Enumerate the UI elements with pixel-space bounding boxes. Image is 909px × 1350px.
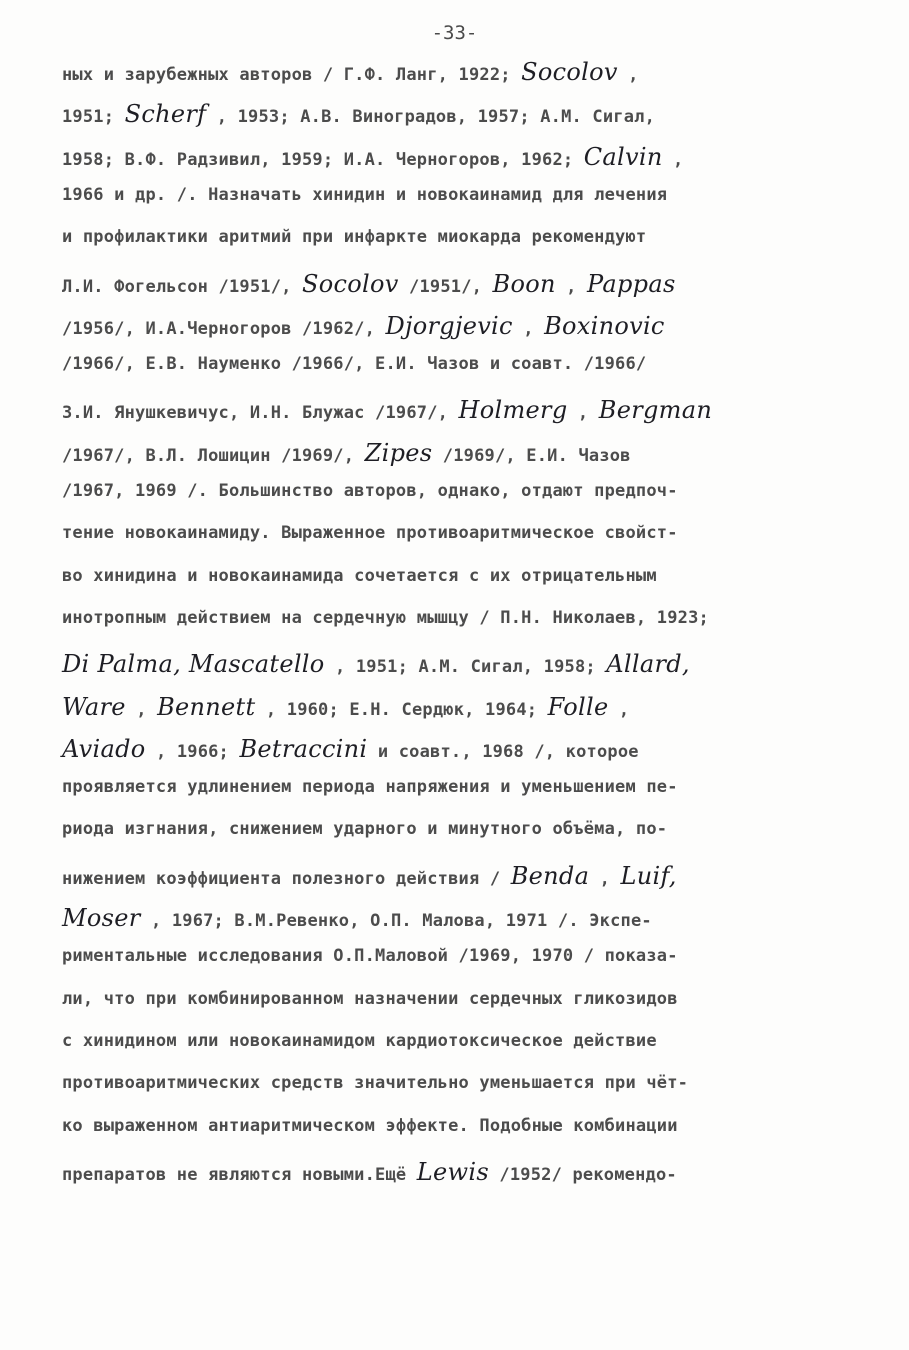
handwritten-author-name: Zipes	[364, 438, 433, 467]
text-line	[62, 989, 678, 1009]
text-line	[62, 354, 646, 374]
handwritten-author-name: Di Palma, Mascatello	[62, 650, 325, 679]
handwritten-author-name: Bennett	[157, 692, 256, 721]
typed-text: ли, что при комбинированном назначении сердечных гликозидов	[62, 988, 678, 1009]
handwritten-author-name: Socolov	[302, 269, 399, 298]
typed-text: Л.И. Фогельсон /1951/,	[62, 276, 303, 297]
typed-text: ,	[662, 149, 684, 170]
typed-text: /1952/ рекомендо-	[488, 1164, 677, 1185]
typed-text: с хинидином или новокаинамидом кардиотоксическое действие	[62, 1030, 657, 1051]
handwritten-author-name: Lewis	[416, 1157, 489, 1186]
text-line	[62, 312, 665, 340]
typed-text: , 1951; А.М. Сигал, 1958;	[324, 657, 607, 678]
typed-text: риода изгнания, снижением ударного и минутного объёма, по-	[62, 819, 668, 840]
typed-text: и соавт., 1968 /, которое	[367, 741, 639, 762]
typed-text: /1967/, В.Л. Лошицин /1969/,	[62, 445, 365, 466]
typed-text: /1966/, Е.В. Науменко /1966/, Е.И. Чазов и соавт. /1966/	[62, 354, 647, 375]
text-line	[62, 396, 712, 424]
text-line	[62, 58, 639, 86]
typed-text: 1958; В.Ф. Радзивил, 1959; И.А. Черногоров, 1962;	[62, 149, 584, 170]
typed-text: , 1960; Е.Н. Сердюк, 1964;	[255, 699, 548, 720]
typed-text: ных и зарубежных авторов / Г.Ф. Ланг, 1922;	[62, 65, 522, 85]
typed-text: З.И. Янушкевичус, И.Н. Блужас /1967/,	[62, 403, 459, 424]
typed-text: противоаритмических средств значительно уменьшается при чёт-	[62, 1073, 689, 1094]
handwritten-author-name: Boxinovic	[544, 311, 665, 340]
handwritten-author-name: Benda	[510, 861, 590, 890]
text-line	[62, 100, 655, 128]
text-line	[62, 270, 676, 298]
handwritten-author-name: Allard,	[606, 650, 690, 679]
typed-text: нижением коэффициента полезного действия /	[62, 868, 511, 889]
typed-text: 1966 и др. /. Назначать хинидин и новокаинамид для лечения	[62, 184, 668, 205]
typed-text: препаратов не являются новыми.Ещё	[62, 1164, 417, 1185]
text-line	[62, 143, 683, 171]
text-line	[62, 439, 631, 467]
text-line	[62, 735, 639, 763]
handwritten-author-name: Calvin	[583, 142, 663, 171]
text-line	[62, 608, 709, 628]
text-line	[62, 862, 677, 890]
typed-text: ,	[512, 318, 545, 339]
typed-text: проявляется удлинением периода напряжения и уменьшением пе-	[62, 777, 678, 798]
typed-text: ,	[125, 699, 158, 720]
handwritten-author-name: Pappas	[587, 269, 676, 298]
text-line	[62, 1073, 688, 1093]
text-line	[62, 566, 657, 586]
handwritten-author-name: Ware	[62, 692, 126, 721]
handwritten-author-name: Folle	[547, 692, 609, 721]
typed-text: , 1953; А.В. Виноградов, 1957; А.М. Сигал,	[206, 107, 656, 128]
text-line	[62, 946, 678, 966]
typed-text: , 1966;	[145, 741, 240, 762]
handwritten-author-name: Bergman	[598, 396, 713, 425]
handwritten-author-name: Boon	[492, 269, 556, 298]
text-line	[62, 227, 646, 247]
text-line	[62, 904, 652, 932]
typed-text: 1951;	[62, 107, 125, 128]
handwritten-author-name: Socolov	[521, 58, 618, 86]
handwritten-author-name: Moser	[62, 904, 141, 932]
handwritten-author-name: Aviado	[62, 734, 146, 763]
text-line	[62, 185, 667, 205]
typed-text: тение новокаинамиду. Выраженное противоаритмическое свойст-	[62, 523, 678, 544]
text-line	[62, 1031, 657, 1051]
typed-text: /1956/, И.А.Черногоров /1962/,	[62, 318, 386, 339]
handwritten-author-name: Luif,	[620, 861, 677, 890]
text-line	[62, 819, 667, 839]
typed-text: ,	[555, 276, 588, 297]
text-line	[62, 1158, 677, 1186]
typed-text: инотропным действием на сердечную мышцу / П.Н. Николаев, 1923;	[62, 607, 709, 628]
typed-text: риментальные исследования О.П.Маловой /1969, 1970 / показа-	[62, 946, 678, 967]
handwritten-author-name: Scherf	[124, 100, 207, 129]
typed-text: ,	[567, 403, 599, 424]
handwritten-author-name: Holmerg	[458, 396, 568, 425]
text-line	[62, 481, 678, 501]
text-line	[62, 523, 678, 543]
typed-text: и профилактики аритмий при инфаркте миокарда рекомендуют	[62, 227, 647, 248]
text-line	[62, 777, 678, 797]
typed-text: /1969/, Е.И. Чазов	[432, 445, 631, 466]
handwritten-author-name: Djorgjevic	[385, 311, 513, 340]
typed-text: , 1967; В.М.Ревенко, О.П. Малова, 1971 /. Экспе-	[140, 911, 652, 931]
text-line	[62, 650, 690, 678]
typed-text: ,	[589, 868, 621, 889]
typed-text: во хинидина и новокаинамида сочетается с их отрицательным	[62, 565, 657, 586]
text-line	[62, 693, 629, 721]
typed-text: /1967, 1969 /. Большинство авторов, однако, отдают предпоч-	[62, 481, 678, 501]
text-line	[62, 1116, 678, 1136]
typed-text: ко выраженном антиаритмическом эффекте. Подобные комбинации	[62, 1115, 678, 1136]
handwritten-author-name: Betraccini	[239, 734, 368, 763]
typed-text: ,	[617, 65, 639, 85]
typed-text: ,	[608, 699, 630, 720]
typed-text: /1951/,	[398, 276, 493, 297]
page-number: -33-	[431, 22, 478, 44]
